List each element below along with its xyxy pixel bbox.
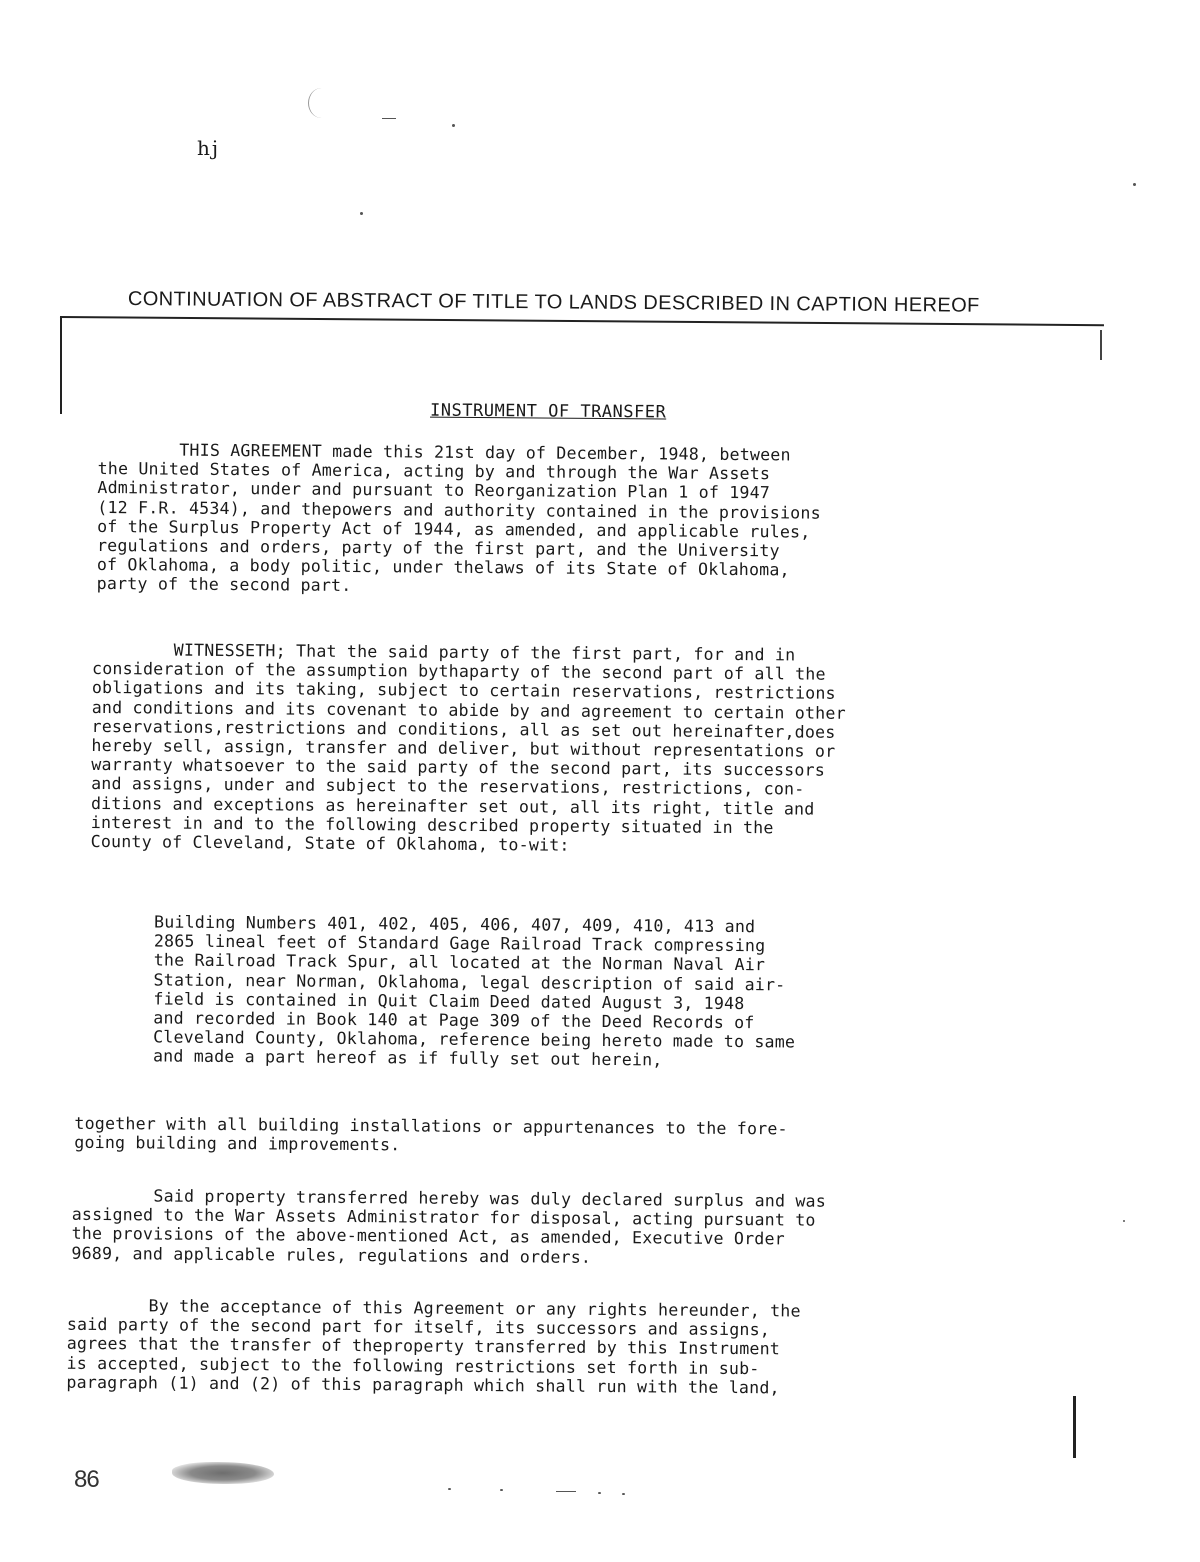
margin-rule — [1073, 1396, 1076, 1458]
instrument-title: INSTRUMENT OF TRANSFER — [430, 400, 667, 423]
paragraph-property-description: Building Numbers 401, 402, 405, 406, 407, 409, 410, 413 and 2865 lineal feet of Standard Gage Railroad Track compressing the Railroad Track Spur, all located at the Norman Naval Air Station, near Norman, Oklahoma, legal description of said air- field is contained in Quit Claim Deed dated August 3, 1948 and recorded in Book 140 at Page 309 of the Deed Records of Cleveland County, Oklahoma, reference being hereto made to same and made a part hereof as if fully set out herein, — [152, 912, 796, 1070]
ink-smudge — [172, 1462, 274, 1484]
speck — [556, 1491, 576, 1492]
speck — [598, 1492, 601, 1494]
speck — [622, 1493, 625, 1495]
paragraph-agreement: THIS AGREEMENT made this 21st day of December, 1948, between the United States of America, acting by and through the War Assets Administrator, under and pursuant to Reorganization Plan 1 of 1947 (12 F.R. 4534), and thepowers and authority contained in the provisions of the Surplus Property Act of 1944, as amended, and applicable rules, regulations and orders, party of the first part, and the University of Oklahoma, a body politic, under thelaws of its State of Oklahoma, party of the second part. — [96, 439, 821, 596]
speck — [500, 1489, 503, 1491]
paragraph-surplus: Said property transferred hereby was duly declared surplus and was assigned to the War Assets Administrator for disposal, acting pursuant to the provisions of the above-mentioned Act, as amended, Executive Order 9689, and applicable rules, regulations and orders. — [71, 1185, 827, 1267]
abstract-heading: CONTINUATION OF ABSTRACT OF TITLE TO LANDS DESCRIBED IN CAPTION HEREOF — [127, 288, 980, 317]
speck — [448, 1488, 451, 1490]
handwritten-initials: hj — [197, 136, 221, 160]
page-number: 86 — [74, 1466, 99, 1493]
paragraph-acceptance: By the acceptance of this Agreement or any rights hereunder, the said party of the second part for itself, its successors and assigns, agrees that the transfer of theproperty transferred by this Instrument is accepted, subject to the following restrictions set forth in sub- paragraph (1) and (2) of this paragraph which shall run with the land, — [66, 1295, 801, 1398]
paragraph-appurtenances: together with all building installations or appurtenances to the fore- going building and improvements. — [74, 1113, 788, 1155]
paragraph-witnesseth: WITNESSETH; That the said party of the first part, for and in consideration of the assumption bythaparty of the second part of all the obligations and its taking, subject to certain reservations, restrictions and conditions and its covenant to abide by and agreement to certain other reservations,restrictions and conditions, all as set out hereinafter,does hereby sell, assign, transfer and deliver, but without representations or warranty whatsoever to the said party of the second part, its successors and assigns, under and subject to the reservations, restrictions, con- ditions and exceptions as hereinafter set out, all its right, title and interest in and to the following described property situated in the County of Cleveland, State of Oklahoma, to-wit: — [90, 639, 846, 855]
